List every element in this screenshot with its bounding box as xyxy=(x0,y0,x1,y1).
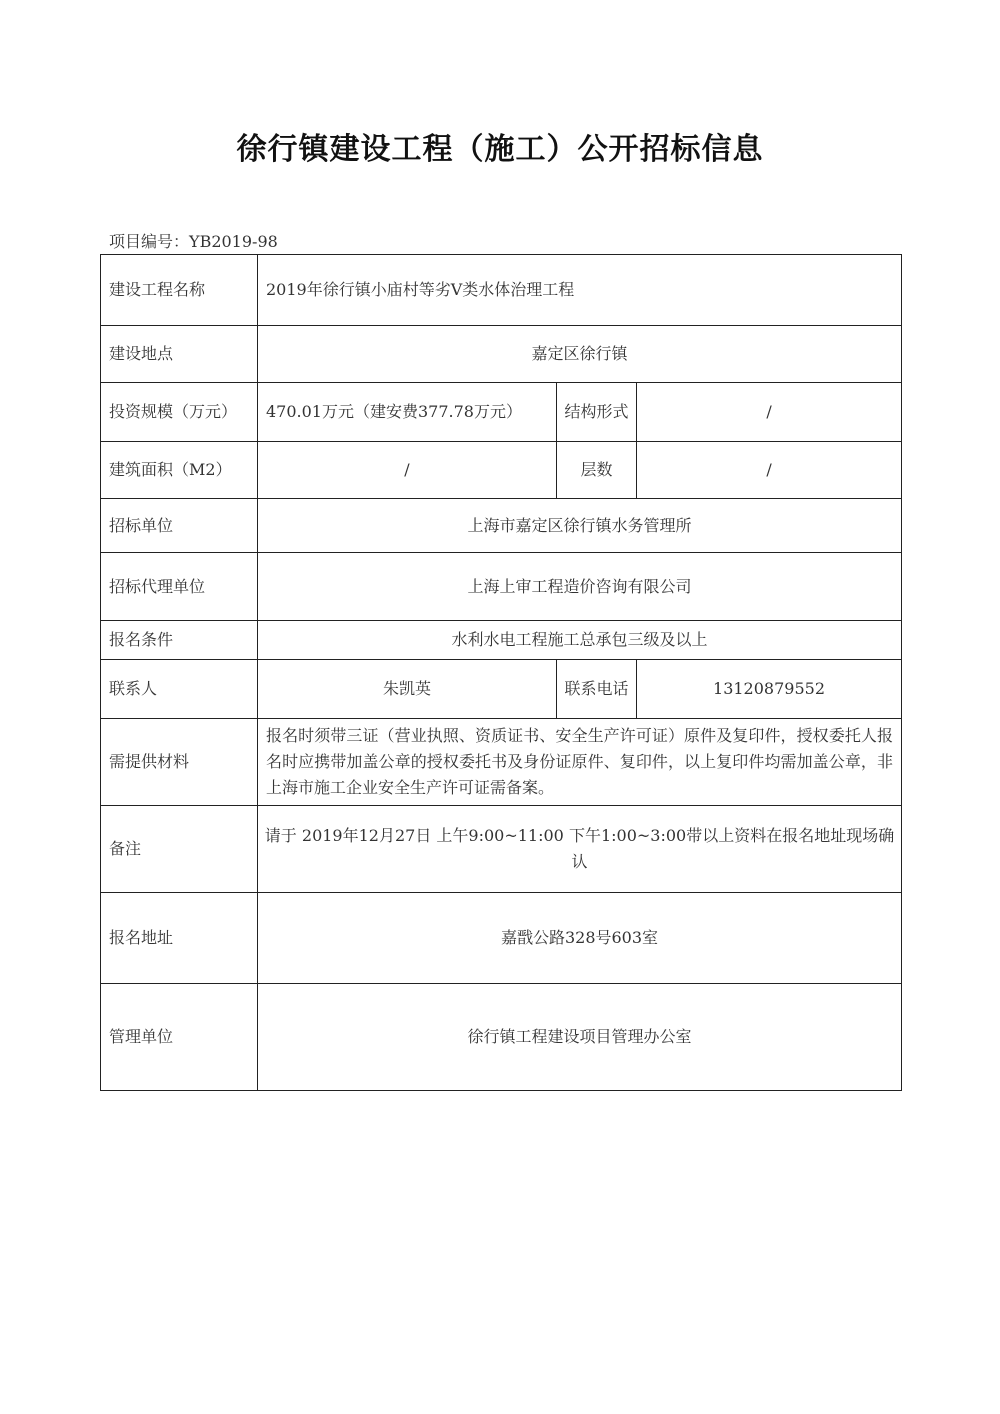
address-value: 嘉戬公路328号603室 xyxy=(258,893,902,984)
tenderer-value: 上海市嘉定区徐行镇水务管理所 xyxy=(258,499,902,553)
location-label: 建设地点 xyxy=(101,326,258,383)
floors-label: 层数 xyxy=(557,442,637,499)
area-label: 建筑面积（M2） xyxy=(101,442,258,499)
tenderer-label: 招标单位 xyxy=(101,499,258,553)
agent-value: 上海上审工程造价咨询有限公司 xyxy=(258,553,902,621)
agent-label: 招标代理单位 xyxy=(101,553,258,621)
conditions-label: 报名条件 xyxy=(101,621,258,660)
table-row xyxy=(101,660,902,719)
area-value: / xyxy=(258,442,557,499)
project-number: 项目编号：YB2019-98 xyxy=(109,232,278,251)
table-row xyxy=(101,984,902,1091)
project-name-label: 建设工程名称 xyxy=(101,255,258,326)
project-name-value: 2019年徐行镇小庙村等劣Ⅴ类水体治理工程 xyxy=(258,255,902,326)
phone-value: 13120879552 xyxy=(637,660,902,719)
table-row xyxy=(101,719,902,806)
table-row xyxy=(101,806,902,893)
conditions-value: 水利水电工程施工总承包三级及以上 xyxy=(258,621,902,660)
table-row xyxy=(101,621,902,660)
table-row xyxy=(101,383,902,442)
table-row xyxy=(101,326,902,383)
table-row xyxy=(101,255,902,326)
contact-label: 联系人 xyxy=(101,660,258,719)
investment-label: 投资规模（万元） xyxy=(101,383,258,442)
structure-value: / xyxy=(637,383,902,442)
management-value: 徐行镇工程建设项目管理办公室 xyxy=(258,984,902,1091)
materials-label: 需提供材料 xyxy=(101,719,258,806)
management-label: 管理单位 xyxy=(101,984,258,1091)
investment-value: 470.01万元（建安费377.78万元） xyxy=(258,383,557,442)
floors-value: / xyxy=(637,442,902,499)
remarks-value: 请于 2019年12月27日 上午9:00~11:00 下午1:00~3:00带以上资料在报名地址现场确认 xyxy=(258,806,902,893)
table-row xyxy=(101,442,902,499)
materials-value: 报名时须带三证（营业执照、资质证书、安全生产许可证）原件及复印件，授权委托人报名时应携带加盖公章的授权委托书及身份证原件、复印件，以上复印件均需加盖公章，非上海市施工企业安全生产许可证需备案。 xyxy=(258,719,902,806)
remarks-label: 备注 xyxy=(101,806,258,893)
contact-value: 朱凯英 xyxy=(258,660,557,719)
table-row xyxy=(101,893,902,984)
table-row xyxy=(101,553,902,621)
structure-label: 结构形式 xyxy=(557,383,637,442)
table-row xyxy=(101,499,902,553)
tender-info-table xyxy=(100,254,902,1091)
address-label: 报名地址 xyxy=(101,893,258,984)
location-value: 嘉定区徐行镇 xyxy=(258,326,902,383)
page-title: 徐行镇建设工程（施工）公开招标信息 xyxy=(236,132,764,167)
phone-label: 联系电话 xyxy=(557,660,637,719)
